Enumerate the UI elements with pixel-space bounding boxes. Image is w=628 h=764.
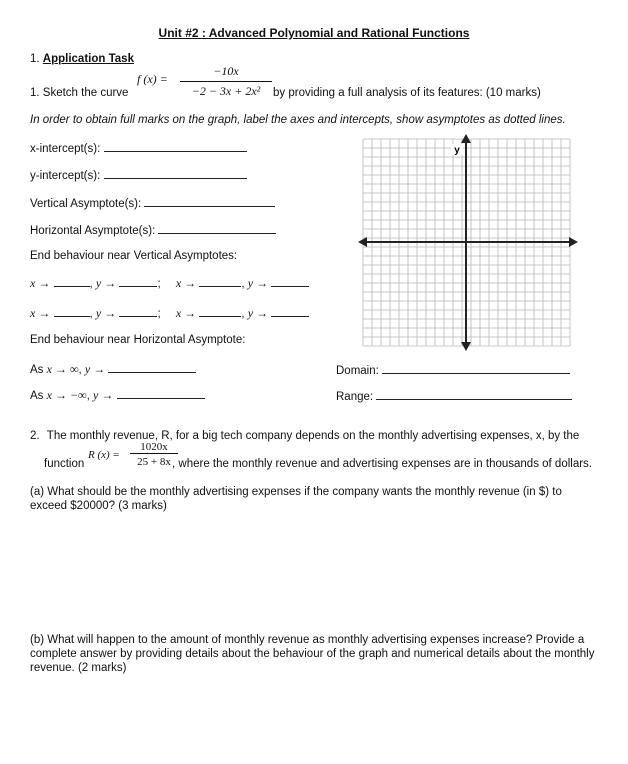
x-arrow: x → <box>30 306 51 320</box>
y-arrow: y → <box>95 276 117 290</box>
x-to-negative-infinity: x → −∞ <box>46 388 87 402</box>
va-row1-x-blank-1[interactable] <box>54 276 90 287</box>
va-row2-y-blank-1[interactable] <box>119 306 157 317</box>
x-intercept-blank[interactable] <box>104 141 247 152</box>
x-arrow: x → <box>30 276 51 290</box>
domain-label: Domain: <box>336 365 379 377</box>
function-denominator: −2 − 3x + 2x² <box>191 84 261 98</box>
vertical-asymptote-label: Vertical Asymptote(s): <box>30 198 142 210</box>
vertical-asymptote-field[interactable] <box>30 196 275 210</box>
revenue-function-fraction <box>130 441 178 469</box>
end-behaviour-ha-heading: End behaviour near Horizontal Asymptote: <box>30 334 246 346</box>
q2-function-suffix: , where the monthly revenue and advertising expenses are in thousands of dollars. <box>172 458 593 470</box>
y-axis-top-arrow <box>461 134 471 143</box>
q2-part-a: (a) What should be the monthly advertising expenses if the company wants the monthly revenue (in $) to exceed $20000? (3 marks) <box>30 486 562 512</box>
ha-row-1[interactable]: As x → ∞, y → <box>30 362 196 377</box>
va-row1-y-blank-1[interactable] <box>119 276 157 287</box>
section1-number: 1. <box>30 53 40 65</box>
instruction-text: In order to obtain full marks on the graph, label the axes and intercepts, show asymptotes as dotted lines. <box>30 114 566 126</box>
as-label: As <box>30 364 44 376</box>
y-arrow: y → <box>95 306 117 320</box>
x-intercept-field[interactable] <box>30 141 247 155</box>
va-row2-x-blank-2[interactable] <box>199 306 241 317</box>
x-axis-right-arrow <box>569 237 578 247</box>
section1-heading <box>30 53 134 65</box>
vertical-asymptote-blank[interactable] <box>144 196 275 207</box>
x-arrow: x → <box>175 276 197 290</box>
va-row-1[interactable]: x → , y → ; x → , y → <box>30 276 309 291</box>
va-row1-x-blank-2[interactable] <box>199 276 241 287</box>
domain-blank[interactable] <box>382 363 570 374</box>
range-blank[interactable] <box>376 389 572 400</box>
y-arrow: y → <box>84 362 106 376</box>
y-arrow: y → <box>247 276 269 290</box>
y-axis-bottom-arrow <box>461 342 471 351</box>
q2-function-word: function <box>44 458 85 470</box>
va-row-2[interactable]: x → , y → ; x → , y → <box>30 306 309 321</box>
x-axis-left-arrow <box>358 237 367 247</box>
x-arrow: x → <box>175 306 197 320</box>
x-to-infinity: x → ∞ <box>46 362 79 376</box>
revenue-denominator: 25 + 8x <box>137 456 171 468</box>
va-row2-x-blank-1[interactable] <box>54 306 90 317</box>
q1-prefix-text: Sketch the curve <box>42 87 129 99</box>
ha-row1-blank[interactable] <box>108 362 196 373</box>
horizontal-asymptote-blank[interactable] <box>158 223 276 234</box>
va-row2-y-blank-2[interactable] <box>271 306 309 317</box>
q2-part-b: (b) What will happen to the amount of monthly revenue as monthly advertising expenses increase? Provide a complete answer by providing details about the behaviour of the graph and numerical details about the monthly revenue. (2 marks) <box>30 634 595 674</box>
q1-number: 1. <box>30 87 40 99</box>
function-lhs: f (x) = <box>137 72 168 86</box>
section1-title: Application Task <box>42 53 134 65</box>
ha-row-2[interactable]: As x → −∞, y → <box>30 388 205 403</box>
q2-intro <box>30 430 579 442</box>
y-intercept-blank[interactable] <box>104 168 247 179</box>
ha-row2-blank[interactable] <box>117 388 205 399</box>
revenue-function-lhs: R (x) = <box>88 449 120 461</box>
horizontal-asymptote-label: Horizontal Asymptote(s): <box>30 225 156 237</box>
q1-suffix: by providing a full analysis of its features: (10 marks) <box>273 87 541 99</box>
domain-field[interactable] <box>336 363 570 377</box>
va-row1-y-blank-2[interactable] <box>271 276 309 287</box>
range-label: Range: <box>336 391 374 403</box>
y-arrow: y → <box>93 388 114 402</box>
end-behaviour-va-heading: End behaviour near Vertical Asymptotes: <box>30 250 238 262</box>
as-label: As <box>30 390 44 402</box>
range-field[interactable] <box>336 389 572 403</box>
y-intercept-label: y-intercept(s): <box>30 170 101 182</box>
horizontal-asymptote-field[interactable] <box>30 223 276 237</box>
graph-y-label: y <box>454 145 460 156</box>
graph-grid[interactable] <box>358 134 580 352</box>
page-title: Unit #2 : Advanced Polynomial and Rational Functions <box>158 26 470 40</box>
q2-number: 2. <box>30 430 40 442</box>
y-intercept-field[interactable] <box>30 168 247 182</box>
q1-prefix <box>30 87 128 99</box>
revenue-numerator: 1020x <box>130 441 178 454</box>
y-arrow: y → <box>247 306 269 320</box>
x-intercept-label: x-intercept(s): <box>30 143 101 155</box>
q2-intro-text: The monthly revenue, R, for a big tech company depends on the monthly advertising expenses, x, by the <box>46 430 580 442</box>
function-numerator: −10x <box>180 64 272 82</box>
function-fraction <box>180 64 272 99</box>
